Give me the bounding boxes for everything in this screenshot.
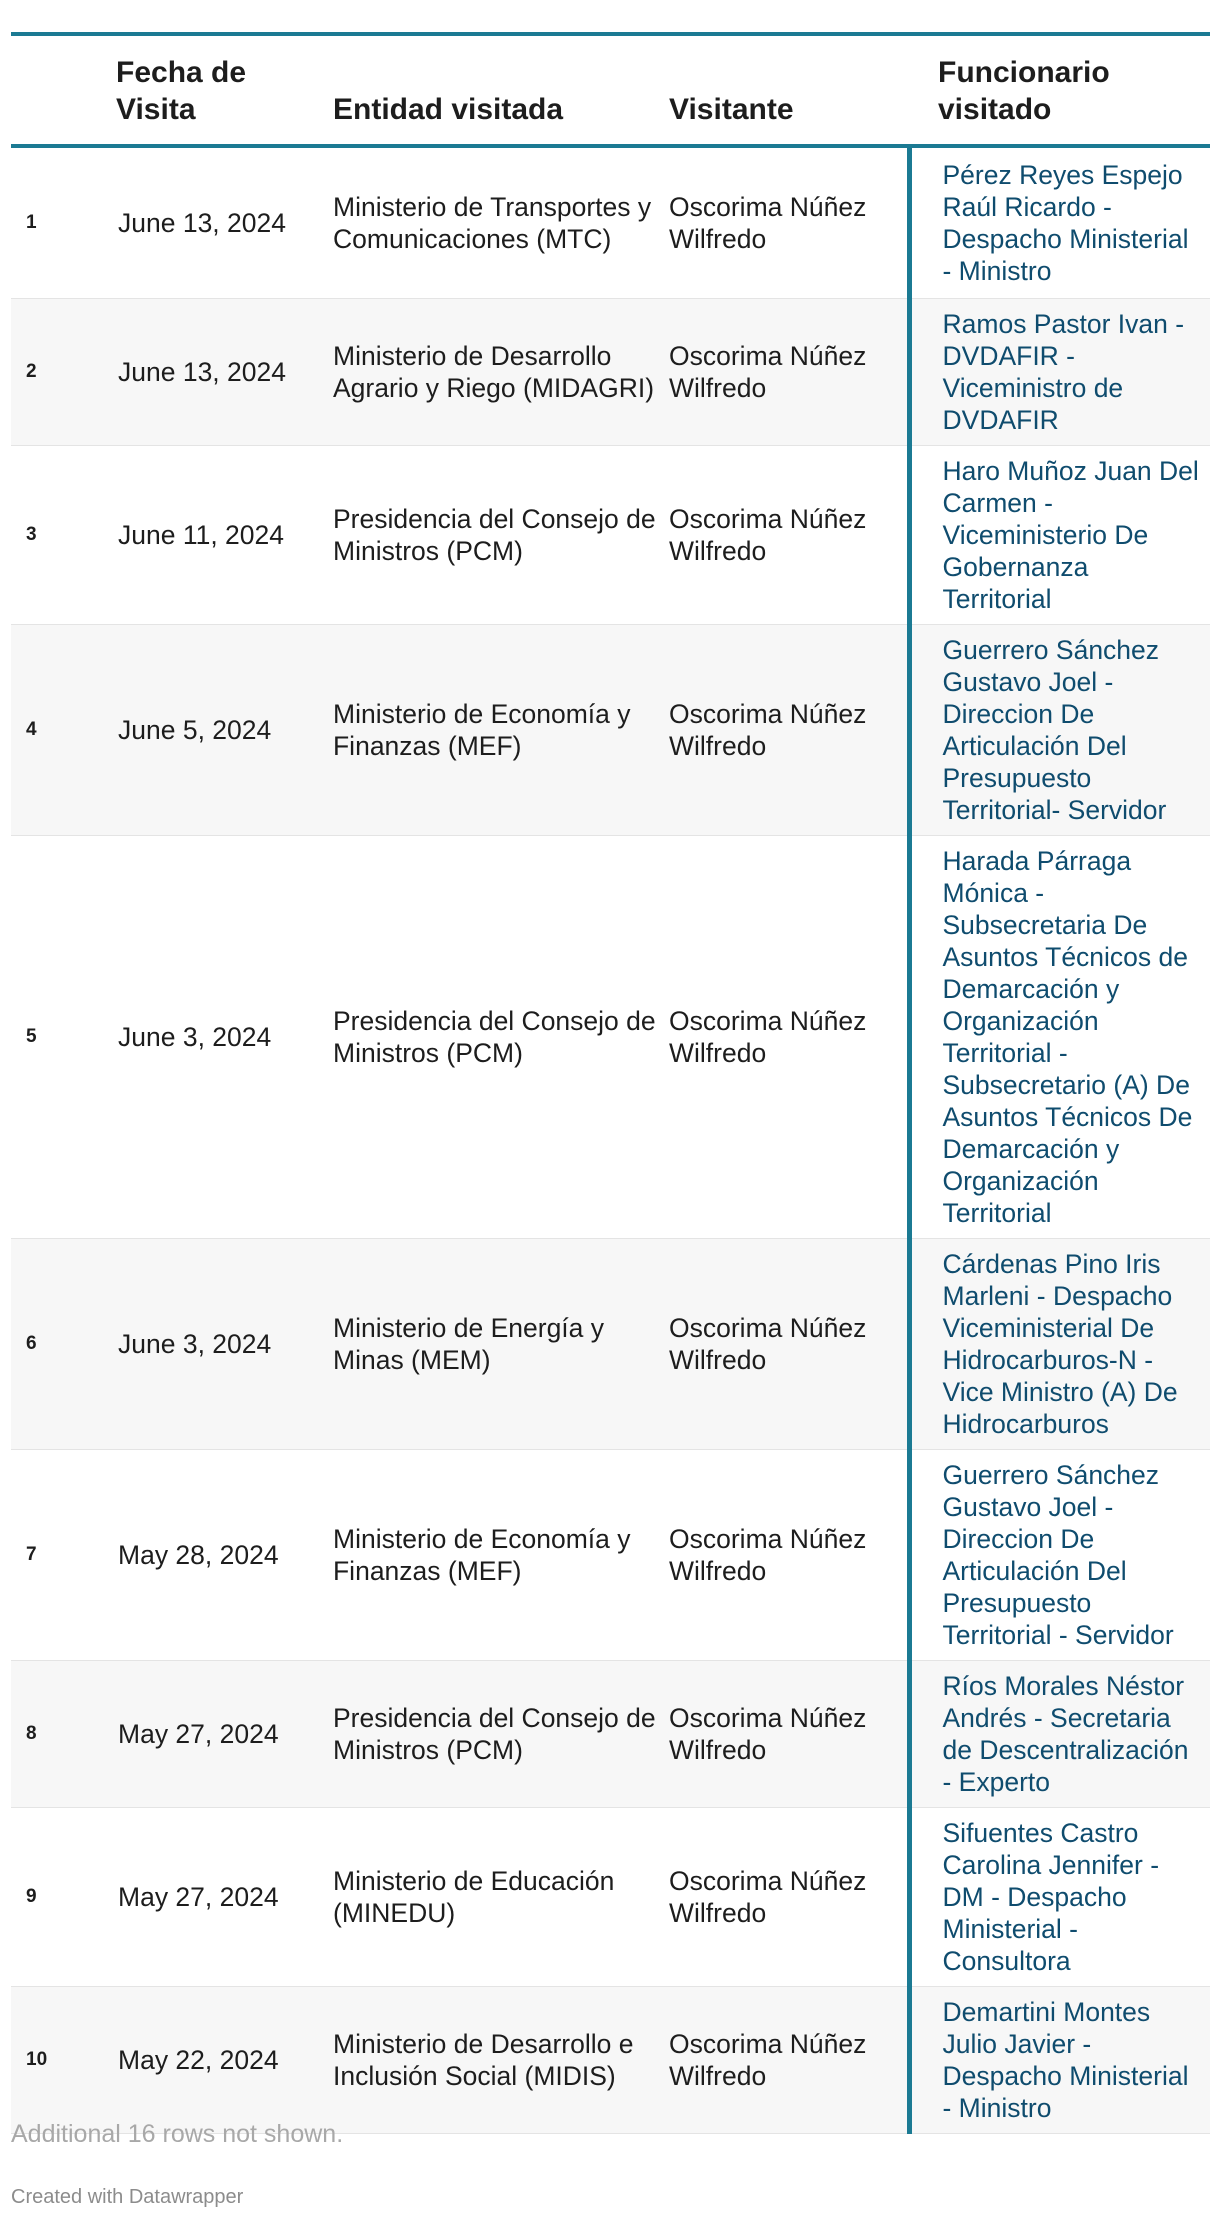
cell-fecha: June 13, 2024 bbox=[116, 146, 333, 298]
cell-funcionario: Haro Muñoz Juan Del Carmen - Viceministerio De Gobernanza Territorial bbox=[909, 445, 1210, 624]
table-row bbox=[11, 1986, 1210, 2133]
cell-entidad: Presidencia del Consejo de Ministros (PCM) bbox=[333, 445, 669, 624]
cell-fecha: May 27, 2024 bbox=[116, 1660, 333, 1807]
table-row bbox=[11, 146, 1210, 298]
cell-fecha: May 28, 2024 bbox=[116, 1449, 333, 1660]
row-number: 7 bbox=[11, 1449, 116, 1660]
cell-funcionario: Pérez Reyes Espejo Raúl Ricardo - Despacho Ministerial - Ministro bbox=[909, 146, 1210, 298]
row-number: 1 bbox=[11, 146, 116, 298]
cell-visitante: Oscorima Núñez Wilfredo bbox=[669, 445, 909, 624]
header-visitante[interactable]: Visitante bbox=[669, 36, 909, 146]
datawrapper-credit[interactable]: Created with Datawrapper bbox=[11, 2186, 244, 2208]
table-row bbox=[11, 1807, 1210, 1986]
cell-entidad: Presidencia del Consejo de Ministros (PCM) bbox=[333, 835, 669, 1238]
table-row bbox=[11, 445, 1210, 624]
cell-fecha: June 13, 2024 bbox=[116, 298, 333, 445]
table-row bbox=[11, 835, 1210, 1238]
row-number: 10 bbox=[11, 1986, 116, 2133]
cell-fecha: May 22, 2024 bbox=[116, 1986, 333, 2133]
header-funcionario[interactable]: Funcionario visitado bbox=[909, 36, 1210, 146]
table-body bbox=[11, 146, 1210, 2133]
cell-entidad: Ministerio de Educación (MINEDU) bbox=[333, 1807, 669, 1986]
table-row bbox=[11, 1238, 1210, 1449]
cell-funcionario: Sifuentes Castro Carolina Jennifer - DM - Despacho Ministerial - Consultora bbox=[909, 1807, 1210, 1986]
row-number: 2 bbox=[11, 298, 116, 445]
cell-fecha: June 3, 2024 bbox=[116, 835, 333, 1238]
visits-table bbox=[11, 36, 1210, 2134]
cell-entidad: Presidencia del Consejo de Ministros (PCM) bbox=[333, 1660, 669, 1807]
header-entidad[interactable]: Entidad visitada bbox=[333, 36, 669, 146]
cell-funcionario: Ramos Pastor Ivan - DVDAFIR - Viceministro de DVDAFIR bbox=[909, 298, 1210, 445]
cell-entidad: Ministerio de Desarrollo e Inclusión Social (MIDIS) bbox=[333, 1986, 669, 2133]
table-header-row bbox=[11, 36, 1210, 146]
cell-fecha: May 27, 2024 bbox=[116, 1807, 333, 1986]
cell-visitante: Oscorima Núñez Wilfredo bbox=[669, 1986, 909, 2133]
cell-visitante: Oscorima Núñez Wilfredo bbox=[669, 1238, 909, 1449]
row-number: 6 bbox=[11, 1238, 116, 1449]
row-number: 9 bbox=[11, 1807, 116, 1986]
row-number: 4 bbox=[11, 624, 116, 835]
cell-funcionario: Guerrero Sánchez Gustavo Joel - Direccion De Articulación Del Presupuesto Territorial- Servidor bbox=[909, 624, 1210, 835]
table-row bbox=[11, 1660, 1210, 1807]
cell-visitante: Oscorima Núñez Wilfredo bbox=[669, 1449, 909, 1660]
header-number[interactable] bbox=[11, 36, 116, 146]
cell-visitante: Oscorima Núñez Wilfredo bbox=[669, 835, 909, 1238]
cell-visitante: Oscorima Núñez Wilfredo bbox=[669, 1660, 909, 1807]
table-row bbox=[11, 1449, 1210, 1660]
cell-funcionario: Guerrero Sánchez Gustavo Joel - Direccion De Articulación Del Presupuesto Territorial - Servidor bbox=[909, 1449, 1210, 1660]
rows-not-shown-note: Additional 16 rows not shown. bbox=[11, 2120, 344, 2148]
cell-entidad: Ministerio de Economía y Finanzas (MEF) bbox=[333, 1449, 669, 1660]
cell-entidad: Ministerio de Transportes y Comunicaciones (MTC) bbox=[333, 146, 669, 298]
cell-funcionario: Ríos Morales Néstor Andrés - Secretaria de Descentralización - Experto bbox=[909, 1660, 1210, 1807]
row-number: 3 bbox=[11, 445, 116, 624]
table-row bbox=[11, 298, 1210, 445]
cell-funcionario: Cárdenas Pino Iris Marleni - Despacho Viceministerial De Hidrocarburos-N - Vice Ministro (A) De Hidrocarburos bbox=[909, 1238, 1210, 1449]
cell-fecha: June 11, 2024 bbox=[116, 445, 333, 624]
cell-visitante: Oscorima Núñez Wilfredo bbox=[669, 146, 909, 298]
cell-visitante: Oscorima Núñez Wilfredo bbox=[669, 298, 909, 445]
row-number: 8 bbox=[11, 1660, 116, 1807]
cell-funcionario: Demartini Montes Julio Javier - Despacho Ministerial - Ministro bbox=[909, 1986, 1210, 2133]
cell-fecha: June 5, 2024 bbox=[116, 624, 333, 835]
header-fecha[interactable]: Fecha de Visita bbox=[116, 36, 333, 146]
table-row bbox=[11, 624, 1210, 835]
cell-entidad: Ministerio de Economía y Finanzas (MEF) bbox=[333, 624, 669, 835]
cell-fecha: June 3, 2024 bbox=[116, 1238, 333, 1449]
cell-funcionario: Harada Párraga Mónica - Subsecretaria De Asuntos Técnicos de Demarcación y Organización Territorial - Subsecretario (A) De Asuntos Técnicos De Demarcación y Organización Territorial bbox=[909, 835, 1210, 1238]
cell-visitante: Oscorima Núñez Wilfredo bbox=[669, 624, 909, 835]
cell-entidad: Ministerio de Energía y Minas (MEM) bbox=[333, 1238, 669, 1449]
cell-visitante: Oscorima Núñez Wilfredo bbox=[669, 1807, 909, 1986]
cell-entidad: Ministerio de Desarrollo Agrario y Riego (MIDAGRI) bbox=[333, 298, 669, 445]
row-number: 5 bbox=[11, 835, 116, 1238]
